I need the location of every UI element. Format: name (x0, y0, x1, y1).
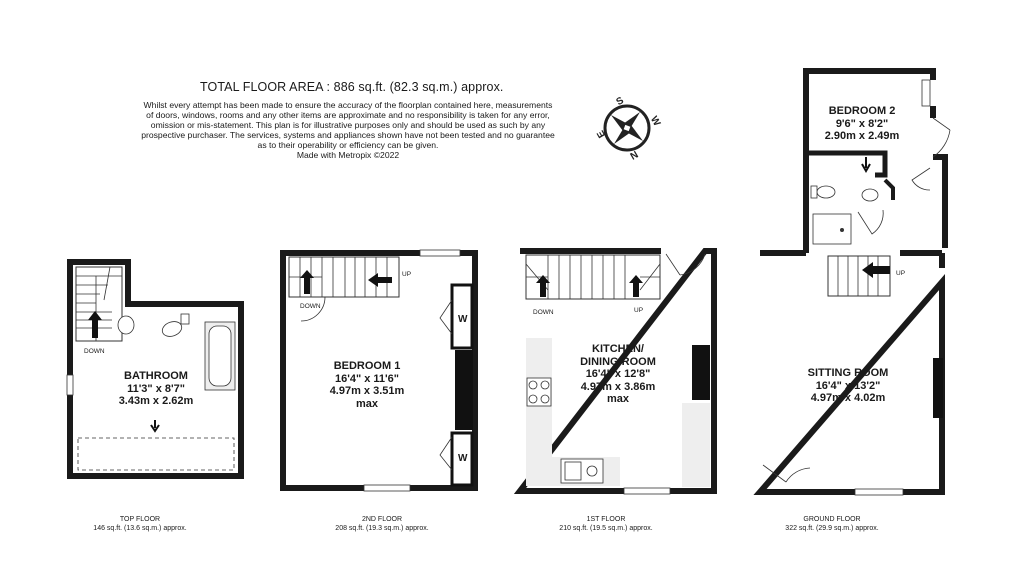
disclaimer-line: as to their operability or efficiency can be given. (257, 140, 439, 150)
stair-label-down: DOWN (300, 303, 321, 310)
compass-south: S (614, 95, 626, 109)
floor-caption-top (70, 516, 210, 533)
disclaimer-line: omission or mis-statement. This plan is for illustrative purposes only and should be used as such by any (150, 120, 546, 130)
room-dim-imperial: 11'3" x 8'7" (127, 382, 185, 395)
room-name: BEDROOM 1 (333, 360, 401, 372)
room-name: BATHROOM (124, 370, 188, 382)
floor-area: 146 sq.ft. (13.6 sq.m.) approx. (93, 524, 187, 532)
disclaimer-line: of doors, windows, rooms and any other items are approximate and no responsibility is taken for any error, (146, 110, 550, 120)
floor-area: 208 sq.ft. (19.3 sq.m.) approx. (335, 524, 429, 532)
room-name: BEDROOM 2 (828, 105, 896, 117)
room-name: DINING ROOM (580, 355, 656, 368)
room-dim-imperial: 16'4" x 12'8" (585, 368, 651, 380)
room-dim-imperial: 16'4" x 11'6" (335, 372, 399, 385)
room-dim-imperial: 9'6" x 8'2" (835, 117, 889, 130)
room-dim-note: max (355, 397, 379, 410)
compass-east: E (595, 128, 609, 140)
floor-name: TOP FLOOR (119, 516, 161, 523)
stair-label-down: DOWN (533, 309, 554, 316)
stair-label-up: UP (896, 270, 906, 277)
room-label-bedroom-2 (812, 105, 912, 143)
compass-icon (605, 106, 649, 150)
floor-caption-2nd (312, 516, 452, 533)
room-dim-metric: 4.97m x 4.02m (810, 392, 886, 404)
floor-area: 322 sq.ft. (29.9 sq.m.) approx. (785, 524, 879, 532)
room-dim-note: max (606, 393, 630, 405)
total-floor-area: TOTAL FLOOR AREA : 886 sq.ft. (82.3 sq.m.) approx. (200, 80, 504, 94)
disclaimer-line: Whilst every attempt has been made to ensure the accuracy of the floorplan contained here, measurements (143, 100, 553, 110)
stair-label-down: DOWN (84, 348, 105, 355)
floor-caption-ground (762, 516, 902, 533)
room-dim-metric: 4.97m x 3.51m (329, 385, 405, 397)
room-dim-metric: 4.97m x 3.86m (580, 380, 656, 393)
stair-label-up: UP (634, 307, 644, 314)
floor-caption-1st (536, 516, 676, 533)
room-label-sitting-room (788, 367, 908, 405)
room-name: KITCHEN/ (592, 343, 644, 355)
metropix-credit: Made with Metropix ©2022 (296, 150, 400, 160)
room-dim-metric: 2.90m x 2.49m (824, 130, 900, 142)
floor-name: GROUND FLOOR (803, 516, 861, 523)
room-label-bathroom (96, 370, 216, 408)
floor-name: 2ND FLOOR (361, 516, 403, 523)
room-dim-imperial: 16'4" x 13'2" (815, 379, 881, 392)
stair-label-up: UP (402, 271, 412, 278)
compass-north: N (627, 147, 640, 162)
floor-name: 1ST FLOOR (586, 516, 626, 523)
room-label-bedroom-1 (307, 360, 427, 410)
room-name: SITTING ROOM (807, 367, 889, 379)
wardrobe-label: W (458, 453, 468, 464)
wardrobe-label: W (458, 314, 468, 325)
disclaimer-line: prospective purchaser. The services, systems and appliances shown have not been tested and no guarantee (141, 130, 555, 140)
room-label-kitchen (558, 343, 678, 406)
compass-west: W (647, 114, 663, 129)
room-dim-metric: 3.43m x 2.62m (118, 395, 194, 407)
top-floor-plan (67, 262, 241, 476)
floor-area: 210 sq.ft. (19.5 sq.m.) approx. (559, 524, 653, 532)
